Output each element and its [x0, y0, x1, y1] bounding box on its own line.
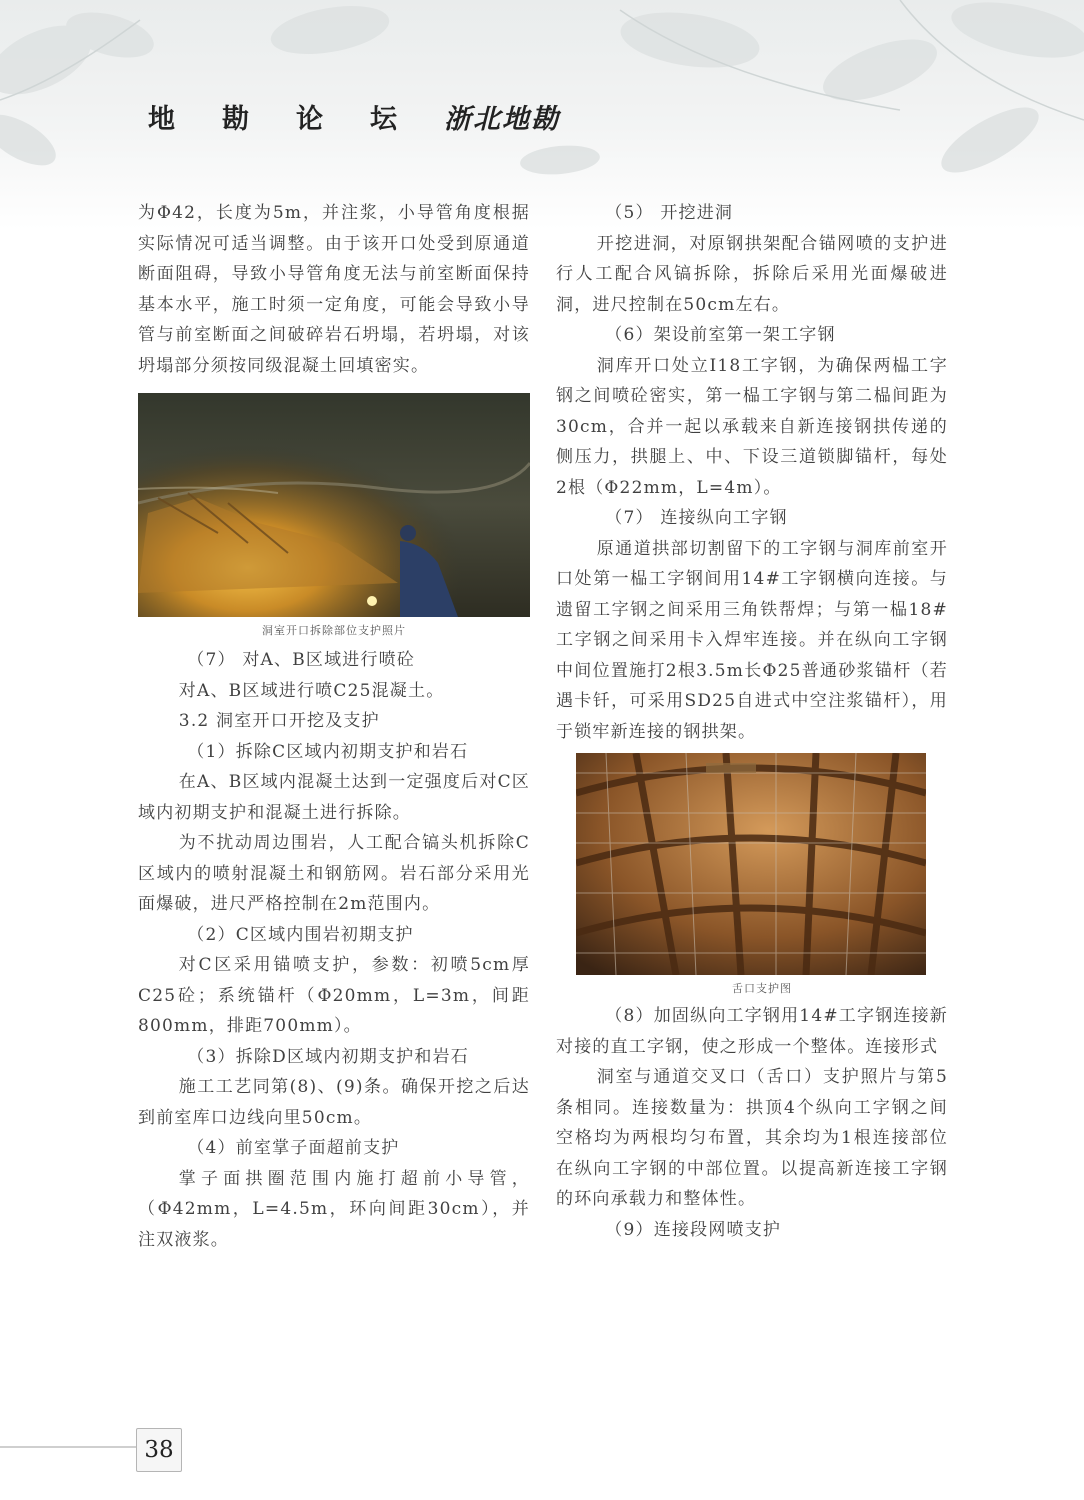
section-heading: （9）连接段网喷支护: [605, 1219, 782, 1240]
paragraph: 洞室与通道交叉口（舌口）支护照片与第5条相同。连接数量为：拱顶4个纵向工字钢之间空格均为两根均匀布置，其余均为1根连接部位在纵向工字钢的中部位置。以提高新连接工字钢的环向承载力和整体性。: [556, 1067, 948, 1209]
paragraph: 为不扰动周边围岩，人工配合镐头机拆除C区域内的喷射混凝土和钢筋网。岩石部分采用光面爆破，进尺严格控制在2m范围内。: [138, 833, 530, 914]
paragraph: 对C区采用锚喷支护，参数：初喷5cm厚C25砼；系统锚杆（Φ20mm，L=3m，间距800mm，排距700mm）。: [138, 955, 530, 1036]
figure-tunnel-opening: [138, 393, 530, 639]
page-number: 38: [136, 1428, 182, 1472]
figure-caption: 洞室开口拆除部位支护照片: [262, 624, 406, 637]
section-heading: （1）拆除C区域内初期支护和岩石: [187, 741, 469, 762]
paragraph: 原通道拱部切割留下的工字钢与洞库前室开口处第一榀工字钢间用14#工字钢横向连接。与遗留工字钢之间采用三角铁帮焊；与第一榀18#工字钢之间采用卡入焊牢连接。并在纵向工字钢中间位置施打2根3.5m长Φ25普通砂浆锚杆（若遇卡钎，可采用SD25自进式中空注浆锚杆），用于锁牢新连接的钢拱架。: [556, 538, 948, 742]
section-heading: （4）前室掌子面超前支护: [187, 1138, 400, 1158]
right-column: [556, 198, 948, 1245]
page-rule: [0, 1446, 138, 1448]
left-column: [138, 198, 530, 1255]
paragraph: 为Φ42，长度为5m，并注浆，小导管角度根据实际情况可适当调整。由于该开口处受到原通道断面阻碍，导致小导管角度无法与前室断面保持基本水平，施工时须一定角度，可能会导致小导管与前室断面之间破碎岩石坍塌，若坍塌，对该坍塌部分须按同级混凝土回填密实。: [138, 203, 530, 376]
section-heading: （3）拆除D区域内初期支护和岩石: [187, 1046, 469, 1067]
header-word: 论: [296, 103, 323, 135]
journal-header: [148, 96, 560, 136]
section-heading: （5） 开挖进洞: [605, 203, 734, 223]
tunnel-opening-photo: [138, 393, 530, 617]
section-heading: （2）C区域内围岩初期支护: [187, 924, 414, 945]
section-heading: （7） 对A、B区域进行喷砼: [187, 650, 416, 670]
header-word: 地: [148, 103, 175, 135]
paragraph: 掌子面拱圈范围内施打超前小导管，（Φ42mm，L=4.5m，环向间距30cm），并注双液浆。: [138, 1168, 530, 1250]
header-word: 坛: [370, 103, 397, 135]
figure-tongue-support: [576, 753, 948, 997]
section-heading: 3.2 洞室开口开挖及支护: [178, 711, 380, 731]
paragraph: 在A、B区域内混凝土达到一定强度后对C区域内初期支护和混凝土进行拆除。: [138, 772, 530, 823]
paragraph: 开挖进洞，对原钢拱架配合锚网喷的支护进行人工配合风镐拆除，拆除后采用光面爆破进洞，进尺控制在50cm左右。: [556, 233, 948, 315]
section-heading: （7） 连接纵向工字钢: [605, 508, 788, 528]
section-heading: （8）加固纵向工字钢用14#工字钢连接新对接的直工字钢，使之形成一个整体。连接形式: [556, 1006, 948, 1057]
header-word: 勘: [222, 103, 249, 135]
figure-caption: 舌口支护图: [732, 982, 792, 995]
section-heading: （6）架设前室第一架工字钢: [605, 325, 836, 345]
paragraph: 施工工艺同第(8)、(9)条。确保开挖之后达到前室库口边线向里50cm。: [138, 1077, 530, 1128]
tongue-support-photo: [576, 753, 926, 975]
paragraph: 对A、B区域进行喷C25混凝土。: [178, 680, 445, 701]
header-brand: 浙北地勘: [444, 103, 560, 135]
paragraph: 洞库开口处立I18工字钢，为确保两榀工字钢之间喷砼密实，第一榀工字钢与第二榀间距为30cm，合并一起以承载来自新连接钢拱传递的侧压力，拱腿上、中、下设三道锁脚锚杆，每处2根（Φ22mm，L=4m）。: [556, 355, 948, 498]
